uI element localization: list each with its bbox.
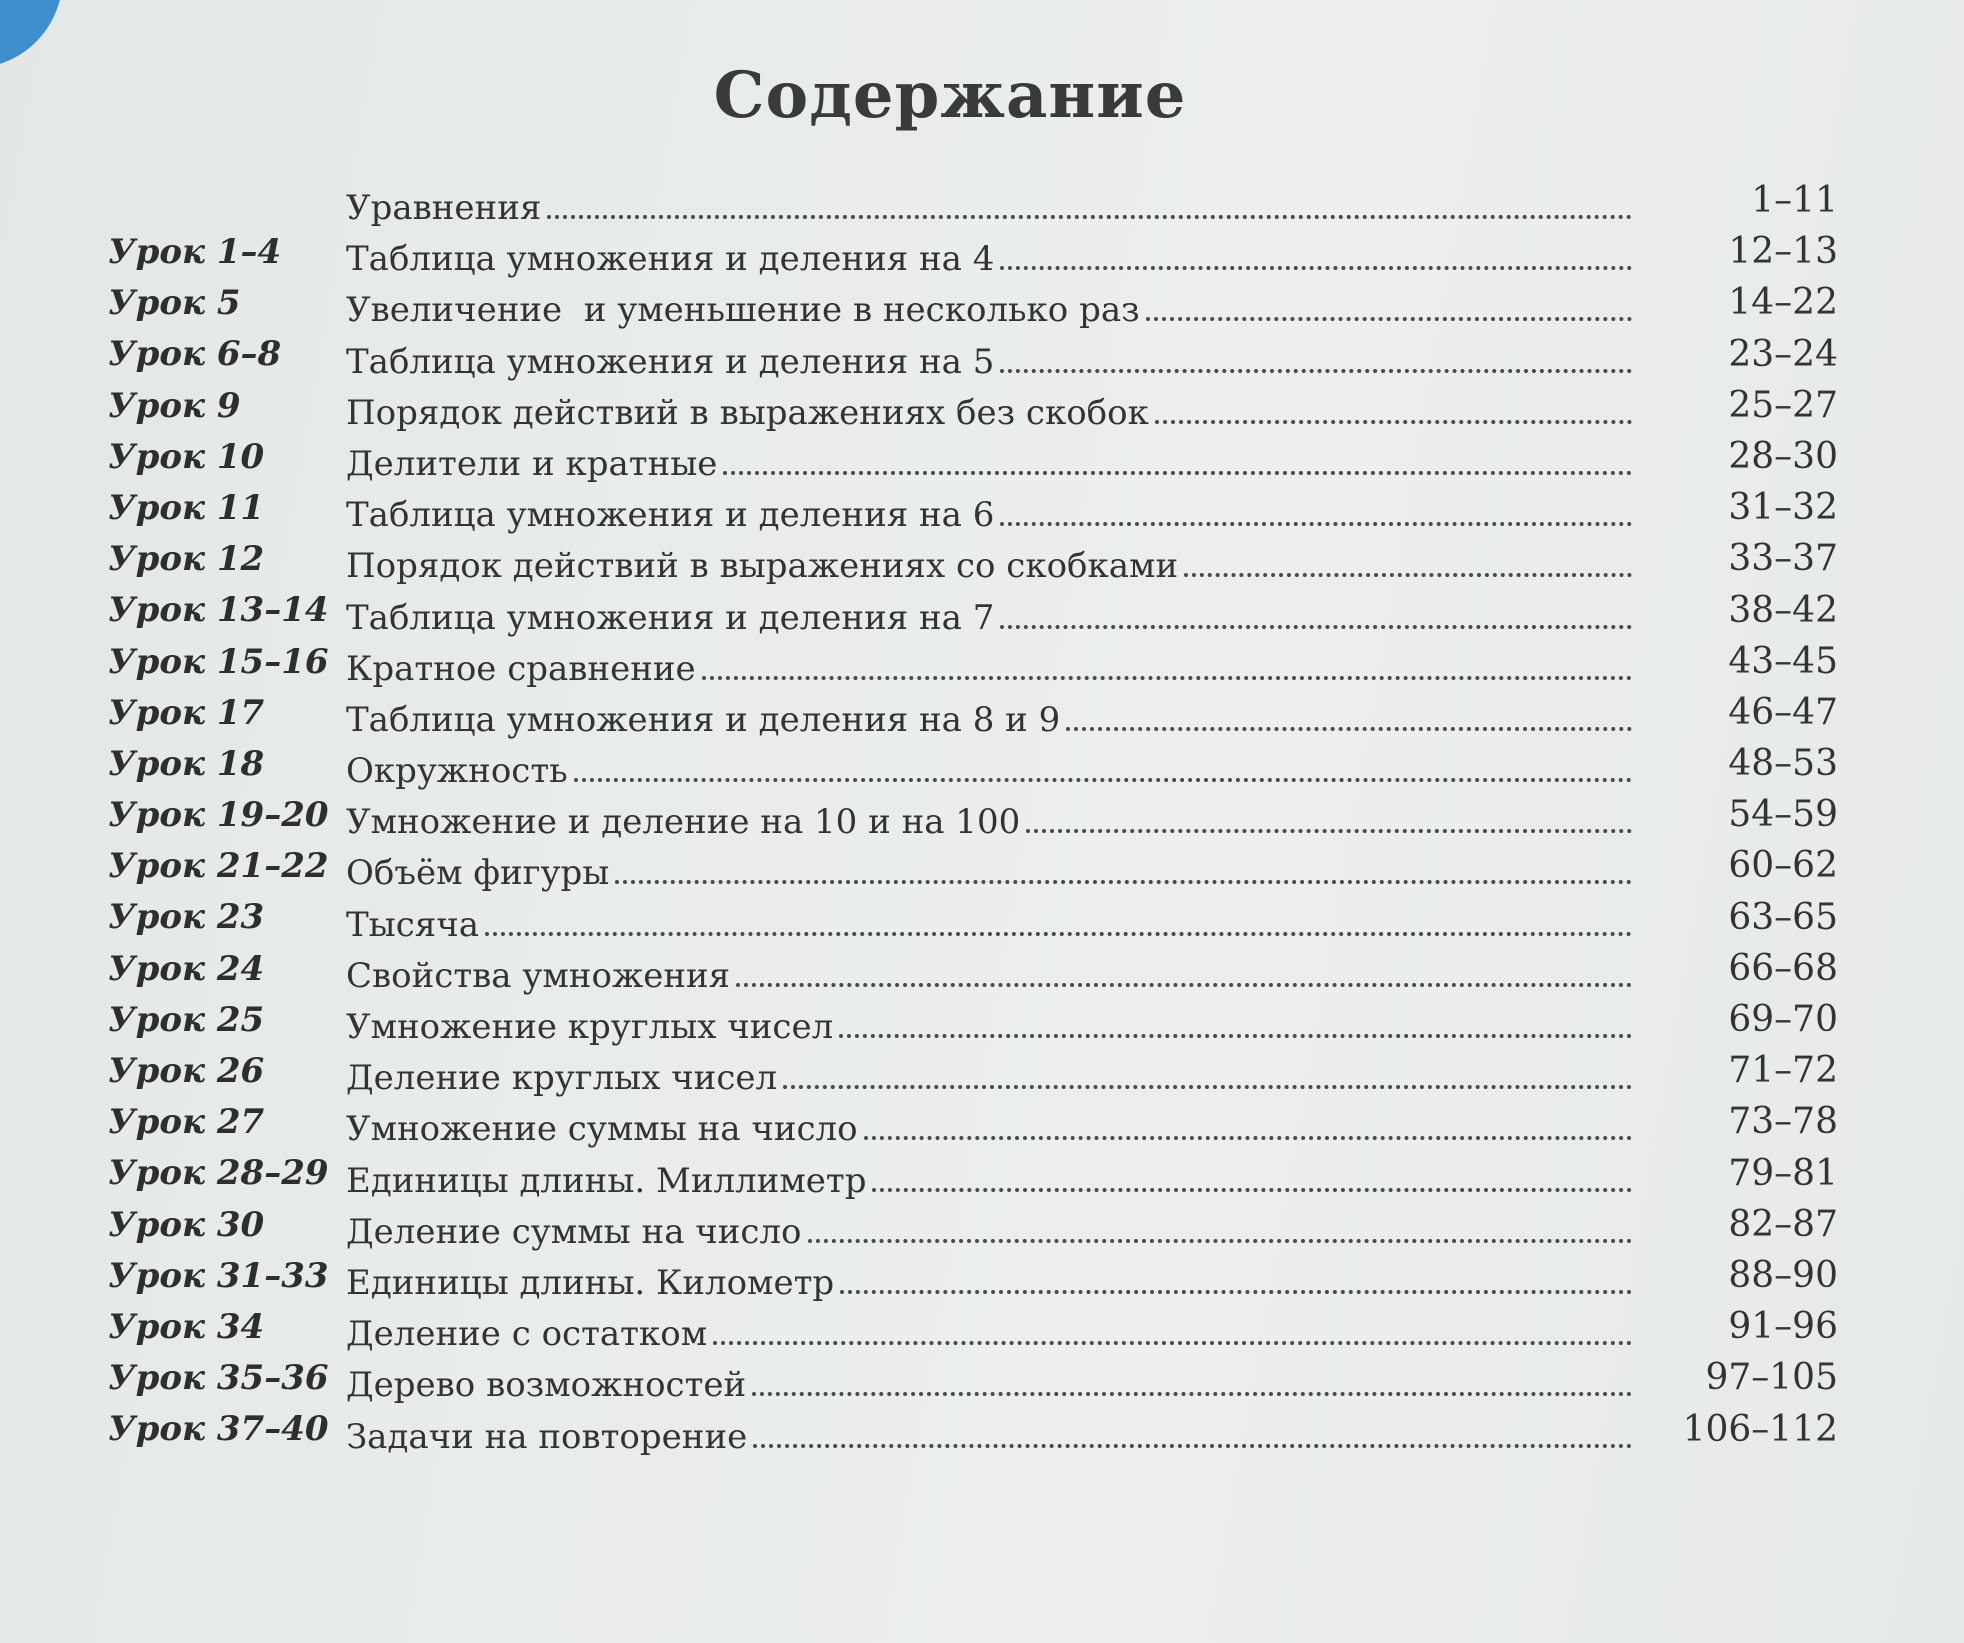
toc-entry bbox=[346, 1417, 1636, 1457]
topic-title: Порядок действий в выражениях со скобками bbox=[346, 546, 1179, 587]
topic-title: Таблица умножения и деления на 8 и 9 bbox=[346, 699, 1061, 740]
lesson-number: Урок 19–20 bbox=[108, 795, 329, 836]
lesson-number: Урок 9 bbox=[108, 385, 241, 426]
topic-title: Единицы длины. Миллиметр bbox=[346, 1160, 867, 1201]
topic-title: Таблица умножения и деления на 4 bbox=[346, 239, 995, 280]
topic-title: Таблица умножения и деления на 6 bbox=[346, 495, 995, 536]
page-range: 31–32 bbox=[1728, 487, 1838, 529]
page-range: 97–105 bbox=[1705, 1357, 1838, 1399]
topic-title: Умножение и деление на 10 и на 100 bbox=[346, 802, 1021, 843]
topic-title: Порядок действий в выражениях без скобок bbox=[346, 392, 1149, 433]
toc-entry bbox=[346, 495, 1636, 535]
page-range: 79–81 bbox=[1728, 1152, 1838, 1194]
toc-entry bbox=[346, 546, 1636, 586]
dot-leader bbox=[1000, 265, 1632, 270]
toc-row bbox=[108, 1409, 1838, 1460]
lesson-number: Урок 17 bbox=[108, 692, 265, 733]
topic-title: Деление круглых чисел bbox=[346, 1058, 778, 1099]
dot-leader bbox=[783, 1084, 1632, 1089]
lesson-number: Урок 18 bbox=[108, 743, 265, 784]
toc-entry bbox=[346, 853, 1636, 893]
topic-title: Свойства умножения bbox=[346, 955, 731, 996]
page-range: 38–42 bbox=[1728, 589, 1838, 631]
lesson-number: Урок 13–14 bbox=[108, 590, 329, 631]
dot-leader bbox=[808, 1238, 1632, 1243]
dot-leader bbox=[723, 470, 1632, 475]
toc-entry bbox=[346, 1058, 1636, 1098]
page-range: 91–96 bbox=[1728, 1306, 1838, 1348]
lesson-number: Урок 30 bbox=[108, 1204, 265, 1245]
lesson-number: Урок 21–22 bbox=[108, 846, 329, 887]
toc-entry bbox=[346, 188, 1636, 228]
dot-leader bbox=[1184, 572, 1632, 577]
page-range: 63–65 bbox=[1728, 896, 1838, 938]
toc-entry bbox=[346, 342, 1636, 382]
page-range: 25–27 bbox=[1728, 384, 1838, 426]
topic-title: Умножение круглых чисел bbox=[346, 1007, 834, 1047]
lesson-number: Урок 31–33 bbox=[108, 1255, 329, 1296]
toc-entry bbox=[346, 1365, 1636, 1405]
page-range: 43–45 bbox=[1728, 640, 1838, 682]
page-range: 46–47 bbox=[1728, 691, 1838, 733]
lesson-number: Урок 1–4 bbox=[108, 232, 282, 272]
dot-leader bbox=[840, 1289, 1632, 1294]
topic-title: Деление с остатком bbox=[346, 1314, 708, 1355]
lesson-number: Урок 6–8 bbox=[108, 334, 282, 375]
page-range: 71–72 bbox=[1728, 1050, 1838, 1092]
lesson-number: Урок 23 bbox=[108, 897, 265, 938]
page-range: 82–87 bbox=[1728, 1203, 1838, 1245]
dot-leader bbox=[615, 879, 1632, 884]
dot-leader bbox=[839, 1033, 1632, 1038]
toc-entry bbox=[346, 444, 1636, 484]
toc-entry bbox=[346, 290, 1636, 330]
page-range: 23–24 bbox=[1728, 333, 1838, 375]
lesson-number: Урок 11 bbox=[108, 487, 265, 528]
toc-entry bbox=[346, 1314, 1636, 1354]
lesson-number: Урок 12 bbox=[108, 539, 265, 580]
dot-leader bbox=[485, 931, 1632, 936]
dot-leader bbox=[702, 675, 1632, 680]
dot-leader bbox=[574, 777, 1632, 782]
dot-leader bbox=[1000, 624, 1632, 629]
topic-title: Увеличение и уменьшение в несколько раз bbox=[346, 290, 1140, 331]
toc-entry bbox=[346, 956, 1636, 996]
topic-title: Таблица умножения и деления на 7 bbox=[346, 597, 995, 638]
dot-leader bbox=[1066, 726, 1632, 731]
topic-title: Единицы длины. Километр bbox=[346, 1262, 835, 1303]
page-title: Содержание bbox=[713, 58, 1187, 133]
lesson-number: Урок 28–29 bbox=[108, 1153, 329, 1194]
lesson-number: Урок 15–16 bbox=[108, 641, 329, 682]
topic-title: Делители и кратные bbox=[346, 443, 718, 484]
page-range: 33–37 bbox=[1728, 538, 1838, 580]
dot-leader bbox=[752, 1391, 1632, 1396]
lesson-number: Урок 5 bbox=[108, 283, 241, 324]
page-range: 1–11 bbox=[1751, 180, 1838, 221]
lesson-number: Урок 37–40 bbox=[108, 1409, 329, 1450]
page-range: 73–78 bbox=[1728, 1101, 1838, 1143]
dot-leader bbox=[864, 1135, 1632, 1140]
dot-leader bbox=[1146, 316, 1632, 321]
topic-title: Деление суммы на число bbox=[346, 1211, 802, 1252]
topic-title: Кратное сравнение bbox=[346, 648, 696, 689]
toc-entry bbox=[346, 1007, 1636, 1047]
toc-entry bbox=[346, 1212, 1636, 1252]
lesson-number: Урок 26 bbox=[108, 1051, 265, 1091]
dot-leader bbox=[547, 214, 1632, 219]
lesson-number: Урок 35–36 bbox=[108, 1358, 329, 1399]
topic-title: Окружность bbox=[346, 751, 568, 792]
dot-leader bbox=[736, 982, 1632, 987]
dot-leader bbox=[1000, 521, 1632, 526]
dot-leader bbox=[753, 1443, 1632, 1448]
topic-title: Задачи на повторение bbox=[346, 1416, 748, 1457]
topic-title: Дерево возможностей bbox=[346, 1365, 747, 1406]
page-range: 12–13 bbox=[1728, 231, 1838, 273]
page-range: 88–90 bbox=[1728, 1254, 1838, 1296]
toc-entry bbox=[346, 1109, 1636, 1149]
page-range: 28–30 bbox=[1728, 435, 1838, 477]
page-range: 60–62 bbox=[1728, 845, 1838, 887]
topic-title: Уравнения bbox=[346, 188, 542, 228]
lesson-number: Урок 34 bbox=[108, 1306, 265, 1347]
toc-entry bbox=[346, 700, 1636, 740]
toc-entry bbox=[346, 1161, 1636, 1201]
page-range: 48–53 bbox=[1728, 743, 1838, 785]
dot-leader bbox=[1000, 368, 1632, 373]
dot-leader bbox=[1026, 828, 1632, 833]
page-range: 54–59 bbox=[1728, 794, 1838, 836]
page-range: 66–68 bbox=[1728, 947, 1838, 989]
topic-title: Тысяча bbox=[346, 904, 479, 945]
lesson-number: Урок 27 bbox=[108, 1102, 265, 1143]
dot-leader bbox=[1155, 419, 1632, 424]
toc-entry bbox=[346, 905, 1636, 945]
toc-entry bbox=[346, 649, 1636, 689]
lesson-number: Урок 10 bbox=[108, 436, 265, 477]
toc-entry bbox=[346, 751, 1636, 791]
toc-entry bbox=[346, 802, 1636, 842]
dot-leader bbox=[872, 1187, 1632, 1192]
page-range: 69–70 bbox=[1728, 999, 1838, 1040]
page-range: 106–112 bbox=[1682, 1408, 1838, 1450]
toc-entry bbox=[346, 598, 1636, 638]
topic-title: Объём фигуры bbox=[346, 853, 610, 894]
table-of-contents bbox=[108, 180, 1838, 1460]
toc-entry bbox=[346, 1263, 1636, 1303]
lesson-number: Урок 24 bbox=[108, 948, 265, 989]
dot-leader bbox=[713, 1340, 1632, 1345]
page-range: 14–22 bbox=[1728, 282, 1838, 324]
topic-title: Умножение суммы на число bbox=[346, 1109, 858, 1150]
lesson-number: Урок 25 bbox=[108, 999, 265, 1040]
topic-title: Таблица умножения и деления на 5 bbox=[346, 341, 995, 382]
toc-entry bbox=[346, 239, 1636, 279]
toc-entry bbox=[346, 393, 1636, 433]
